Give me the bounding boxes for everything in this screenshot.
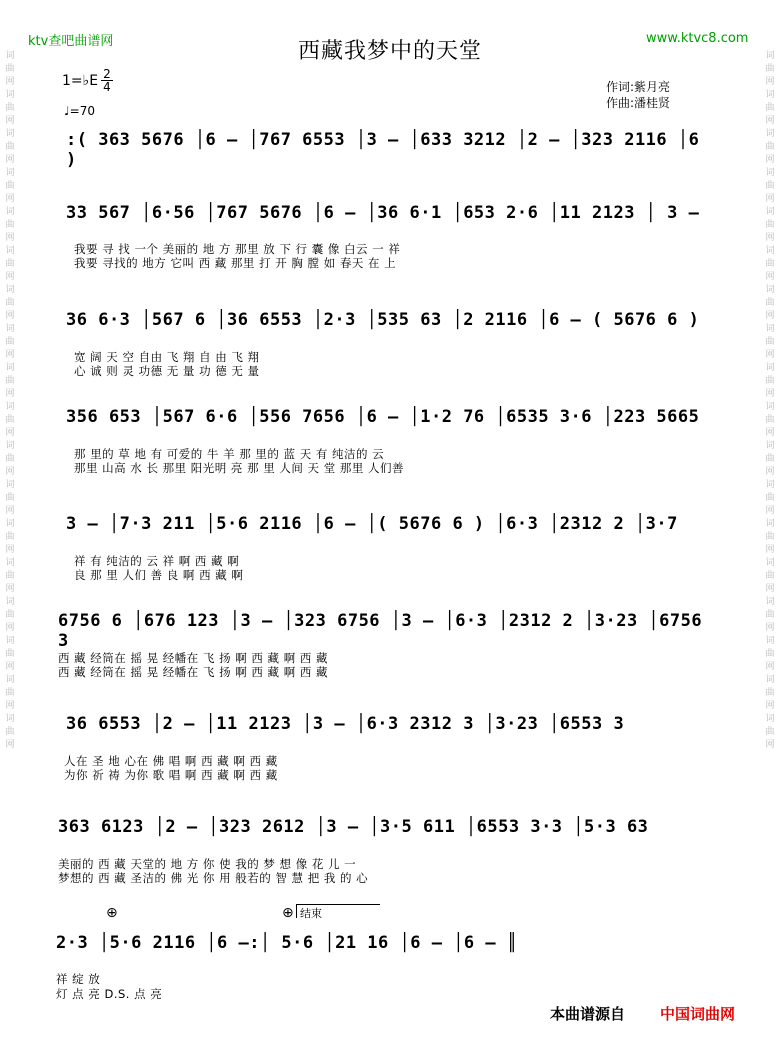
- key-signature: 1=♭E: [62, 73, 99, 89]
- row-notes: :( 363 5676 │6 – │767 6553 │3 – │633 3212 │2 – │323 2116 │6 ): [66, 130, 700, 170]
- lyric-line-9a: 祥 绽 放: [56, 972, 101, 986]
- score-row-2: [66, 203, 720, 223]
- lyric-line-8b: 梦想的 西 藏 圣洁的 佛 光 你 用 般若的 智 慧 把 我 的 心: [58, 871, 369, 885]
- lyric-line-2b: 我要 寻找的 地方 它叫 西 藏 那里 打 开 胸 膛 如 春天 在 上: [74, 256, 397, 270]
- lyric-line-8a: 美丽的 西 藏 天堂的 地 方 你 使 我的 梦 想 像 花 儿 一: [58, 857, 357, 871]
- score-row-4: [66, 407, 720, 427]
- composer-credit: 作曲:潘桂贤: [606, 96, 671, 110]
- lyric-line-7b: 为你 祈 祷 为你 歌 唱 啊 西 藏 啊 西 藏: [64, 768, 278, 782]
- row-notes: 36 6553 │2 – │11 2123 │3 – │6·3 2312 3 │3·23 │6553 3: [66, 714, 625, 734]
- lyric-line-7a: 人在 圣 地 心在 佛 唱 啊 西 藏 啊 西 藏: [64, 754, 278, 768]
- row-notes: 6756 6 │676 123 │3 – │323 6756 │3 – │6·3 │2312 2 │3·23 │6756 3: [58, 611, 703, 651]
- tempo-marking: ♩=70: [64, 104, 95, 118]
- lyric-line-4a: 那 里的 草 地 有 可爱的 牛 羊 那 里的 蓝 天 有 纯洁的 云: [74, 447, 385, 461]
- lyric-line-5a: 祥 有 纯洁的 云 祥 啊 西 藏 啊: [74, 554, 240, 568]
- site-name-left[interactable]: ktv查吧曲谱网: [28, 34, 114, 49]
- score-row-5: [66, 514, 720, 534]
- time-bottom: 4: [101, 80, 113, 93]
- footer-source-label: 本曲谱源自: [550, 1005, 626, 1023]
- row-notes: 363 6123 │2 – │323 2612 │3 – │3·5 611 │6553 3·3 │5·3 63: [58, 817, 649, 837]
- row-notes: 3 – │7·3 211 │5·6 2116 │6 – │( 5676 6 ) │6·3 │2312 2 │3·7: [66, 514, 678, 534]
- time-top: 2: [103, 67, 111, 81]
- lyricist-credit: 作词:紫月亮: [606, 80, 671, 94]
- ending-label: 结束: [300, 907, 322, 920]
- score-row-9: [56, 933, 710, 953]
- ending-bracket: [296, 904, 380, 918]
- lyric-line-5b: 良 那 里 人们 善 良 啊 西 藏 啊: [74, 568, 244, 582]
- coda-icon: ⊕: [282, 905, 294, 921]
- row-notes: 36 6·3 │567 6 │36 6553 │2·3 │535 63 │2 2116 │6 – ( 5676 6 ): [66, 310, 700, 330]
- score-row-8: [58, 817, 712, 837]
- coda-icon: ⊕: [106, 905, 118, 921]
- lyric-line-9b: 灯 点 亮 D.S. 点 亮: [56, 987, 163, 1001]
- time-signature: [101, 68, 113, 93]
- site-url-right[interactable]: www.ktvc8.com: [646, 31, 749, 46]
- footer-brand-link[interactable]: 中国词曲网: [660, 1005, 736, 1023]
- lyric-line-3b: 心 诚 则 灵 功德 无 量 功 德 无 量: [74, 364, 260, 378]
- lyric-line-6b: 西 藏 经筒在 摇 晃 经幡在 飞 扬 啊 西 藏 啊 西 藏: [58, 665, 329, 679]
- lyric-line-3a: 宽 阔 天 空 自由 飞 翔 自 由 飞 翔: [74, 350, 260, 364]
- lyric-line-6a: 西 藏 经筒在 摇 晃 经幡在 飞 扬 啊 西 藏 啊 西 藏: [58, 651, 329, 665]
- score-row-3: [66, 310, 720, 330]
- song-title: 西藏我梦中的天堂: [297, 39, 482, 64]
- row-notes: 33 567 │6·56 │767 5676 │6 – │36 6·1 │653 2·6 │11 2123 │ 3 –: [66, 203, 700, 223]
- row-notes: 356 653 │567 6·6 │556 7656 │6 – │1·2 76 │6535 3·6 │223 5665: [66, 407, 700, 427]
- side-watermark-right: 词曲网词曲网词曲网词曲网词曲网词曲网词曲网词曲网词曲网词曲网词曲网词曲网词曲网词曲网词曲网词曲网词曲网词曲网: [765, 51, 775, 750]
- lyric-line-2a: 我要 寻 找 一个 美丽的 地 方 那里 放 下 行 囊 像 白云 一 祥: [74, 242, 401, 256]
- score-row-6: [58, 611, 712, 651]
- lyric-line-4b: 那里 山高 水 长 那里 阳光明 亮 那 里 人间 天 堂 那里 人们善: [74, 461, 405, 475]
- score-row-7: [66, 714, 720, 734]
- score-row-1: [66, 130, 720, 170]
- side-watermark-left: 词曲网词曲网词曲网词曲网词曲网词曲网词曲网词曲网词曲网词曲网词曲网词曲网词曲网词曲网词曲网词曲网词曲网词曲网: [5, 51, 15, 750]
- row-notes: 2·3 │5·6 2116 │6 –:│ 5·6 │21 16 │6 – │6 – ║: [56, 933, 518, 953]
